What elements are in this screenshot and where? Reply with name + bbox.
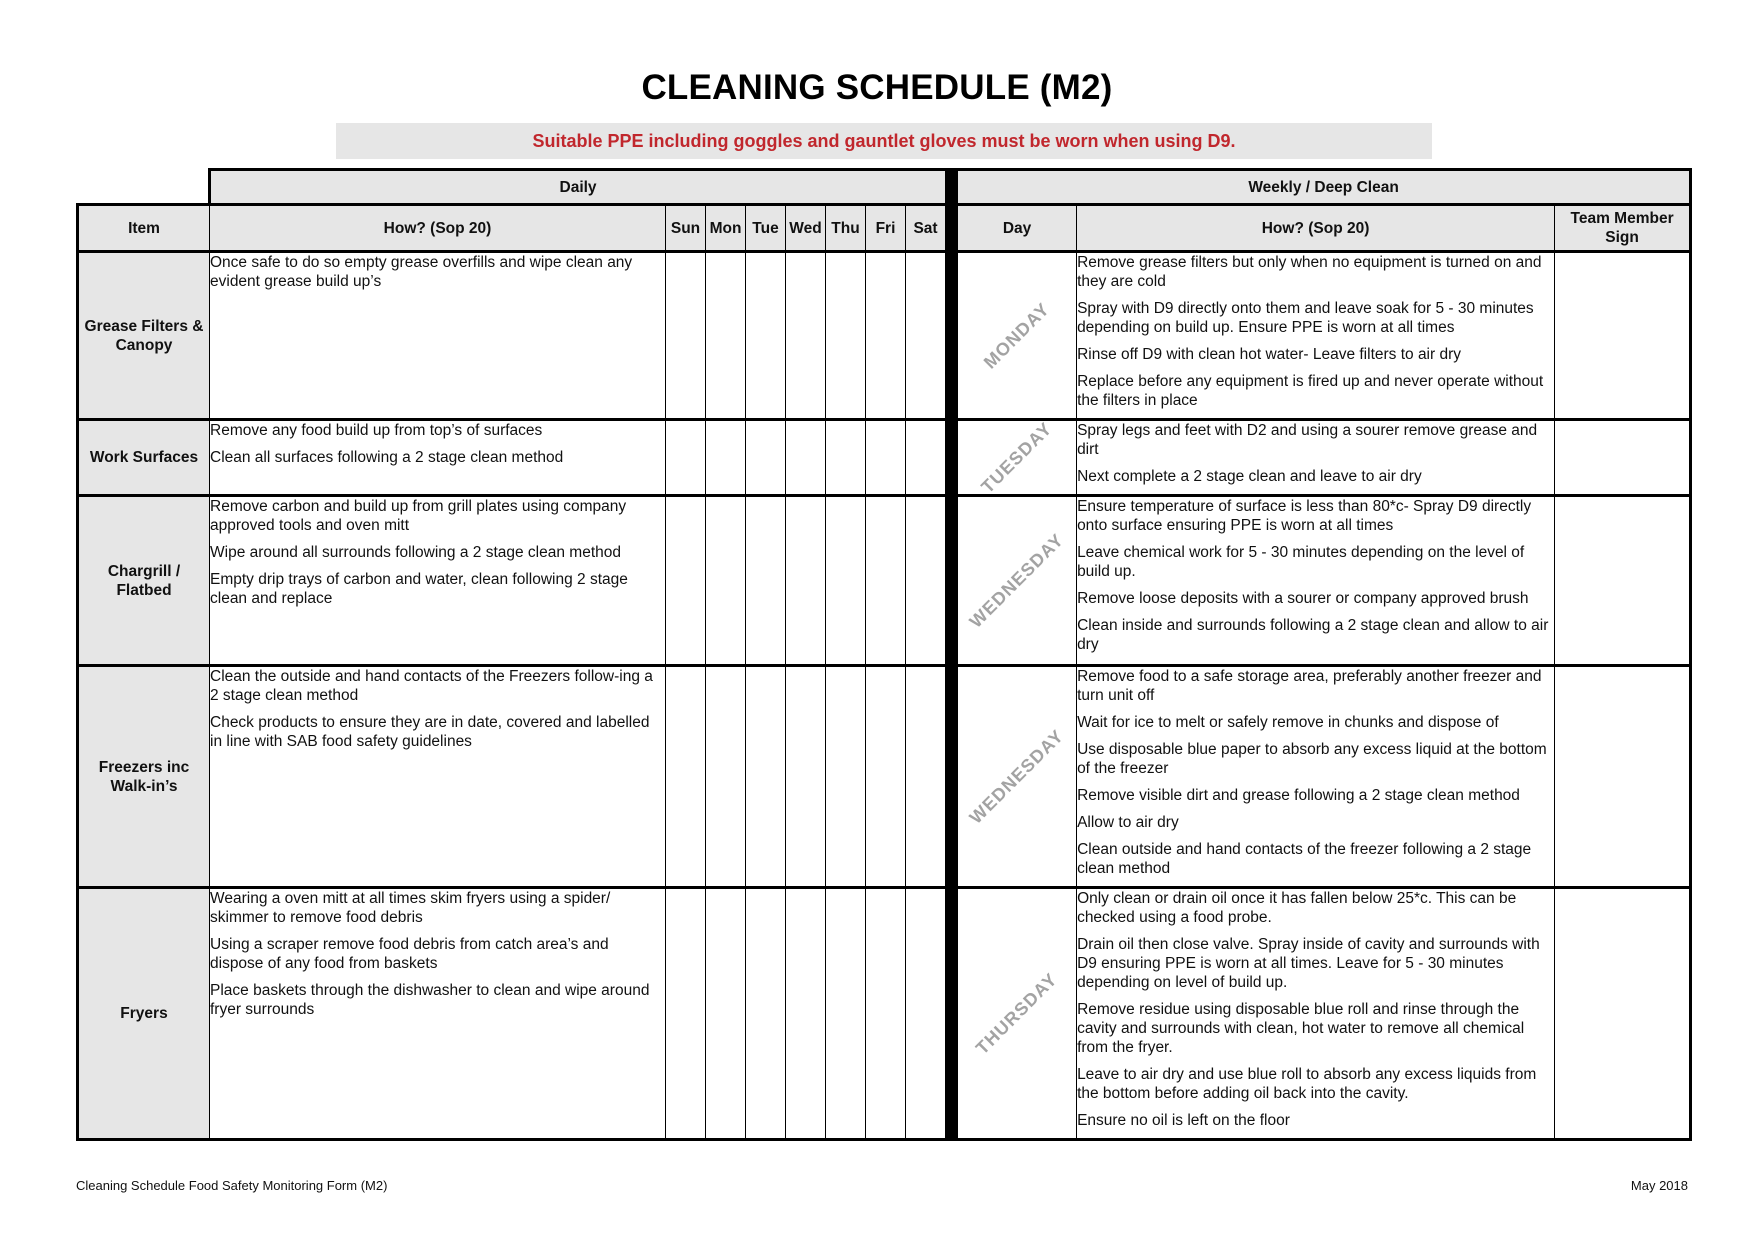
item-name: Grease Filters & Canopy [78,252,210,420]
day-column-header-sun: Sun [666,205,706,252]
daily-check-cell-mon[interactable] [706,496,746,666]
daily-check-cell-tue[interactable] [746,888,786,1140]
weekly-group-header: Weekly / Deep Clean [958,170,1691,205]
daily-check-cell-mon[interactable] [706,420,746,496]
weekly-instruction-step: Clean inside and surrounds following a 2 stage clean and allow to air dry [1077,617,1549,653]
daily-check-cell-sat[interactable] [906,420,946,496]
page-title: CLEANING SCHEDULE (M2) [641,68,1113,107]
column-separator [946,170,958,205]
team-member-sign-cell[interactable] [1555,252,1691,420]
weekly-instructions [1077,666,1555,888]
daily-check-cell-fri[interactable] [866,420,906,496]
weekly-day-label: WEDNESDAY [965,529,1068,632]
weekly-instruction-step: Rinse off D9 with clean hot water- Leave filters to air dry [1077,346,1462,363]
weekly-instructions [1077,888,1555,1140]
weekly-instruction-step: Drain oil then close valve. Spray inside of cavity and surrounds with D9 ensuring PPE is worn at all times. Leave for 5 - 30 minutes depending on level of build up. [1077,936,1540,991]
weekly-instruction-step: Wait for ice to melt or safely remove in chunks and dispose of [1077,714,1499,731]
weekly-instruction-step: Leave to air dry and use blue roll to absorb any excess liquids from the bottom before adding oil back into the cavity. [1077,1066,1537,1102]
day-column-header-thu: Thu [826,205,866,252]
schedule-row [78,420,1691,496]
weekly-instruction-step: Spray with D9 directly onto them and leave soak for 5 - 30 minutes depending on build up. Ensure PPE is worn at all times [1077,300,1534,336]
column-separator [946,420,958,496]
daily-check-cell-mon[interactable] [706,888,746,1140]
daily-check-cell-wed[interactable] [786,420,826,496]
weekly-instruction-step: Leave chemical work for 5 - 30 minutes depending on the level of build up. [1077,544,1525,580]
daily-check-cell-sat[interactable] [906,666,946,888]
weekly-day-label: MONDAY [979,298,1054,373]
day-column-header-tue: Tue [746,205,786,252]
weekly-instruction-step: Clean outside and hand contacts of the freezer following a 2 stage clean method [1077,841,1532,877]
team-member-sign-cell[interactable] [1555,496,1691,666]
daily-instruction-step: Empty drip trays of carbon and water, clean following 2 stage clean and replace [210,571,628,607]
daily-instruction-step: Wipe around all surrounds following a 2 stage clean method [210,544,621,561]
daily-check-cell-sat[interactable] [906,252,946,420]
weekly-instruction-step: Only clean or drain oil once it has fallen below 25*c. This can be checked using a food probe. [1077,890,1517,926]
daily-check-cell-wed[interactable] [786,496,826,666]
weekly-day-cell [958,252,1077,420]
schedule-row [78,496,1691,666]
weekly-instructions [1077,420,1555,496]
weekly-instruction-step: Remove visible dirt and grease following a 2 stage clean method [1077,787,1520,804]
weekly-instruction-step: Next complete a 2 stage clean and leave to air dry [1077,468,1422,485]
cleaning-schedule-table [76,168,1692,1141]
daily-check-cell-fri[interactable] [866,252,906,420]
daily-check-cell-mon[interactable] [706,666,746,888]
item-column-header: Item [78,205,210,252]
weekly-instruction-step: Remove food to a safe storage area, preferably another freezer and turn unit off [1077,668,1542,704]
team-member-sign-cell[interactable] [1555,420,1691,496]
daily-check-cell-thu[interactable] [826,888,866,1140]
weekly-instructions [1077,252,1555,420]
weekly-instruction-step: Remove residue using disposable blue roll and rinse through the cavity and surrounds with clean, hot water to remove all chemical from the fryer. [1077,1001,1525,1056]
weekly-day-cell [958,888,1077,1140]
column-separator [946,205,958,252]
blank-corner [78,170,210,205]
daily-instructions [210,888,666,1140]
weekly-instruction-step: Ensure temperature of surface is less than 80*c- Spray D9 directly onto surface ensuring PPE is worn at all times [1077,498,1532,534]
daily-instruction-step: Using a scraper remove food debris from catch area’s and dispose of any food from baskets [210,936,609,972]
daily-group-header: Daily [210,170,946,205]
weekly-instruction-step: Spray legs and feet with D2 and using a sourer remove grease and dirt [1077,422,1538,458]
daily-check-cell-sun[interactable] [666,420,706,496]
item-name: Chargrill / Flatbed [78,496,210,666]
daily-instructions [210,420,666,496]
daily-instructions [210,252,666,420]
column-separator [946,252,958,420]
daily-instruction-step: Place baskets through the dishwasher to clean and wipe around fryer surrounds [210,982,650,1018]
daily-instructions [210,496,666,666]
weekly-day-label: TUESDAY [977,417,1057,497]
schedule-row [78,666,1691,888]
weekly-day-cell [958,666,1077,888]
schedule-row [78,252,1691,420]
day-column-header-mon: Mon [706,205,746,252]
item-name: Freezers inc Walk-in’s [78,666,210,888]
daily-check-cell-wed[interactable] [786,252,826,420]
weekly-instruction-step: Remove loose deposits with a sourer or company approved brush [1077,590,1529,607]
daily-check-cell-mon[interactable] [706,252,746,420]
weekly-instruction-step: Ensure no oil is left on the floor [1077,1112,1290,1129]
daily-check-cell-thu[interactable] [826,420,866,496]
daily-instruction-step: Clean the outside and hand contacts of the Freezers follow-ing a 2 stage clean method [210,668,653,704]
day-column-header-fri: Fri [866,205,906,252]
daily-instruction-step: Wearing a oven mitt at all times skim fryers using a spider/ skimmer to remove food debris [210,890,611,926]
daily-check-cell-sun[interactable] [666,888,706,1140]
daily-check-cell-thu[interactable] [826,666,866,888]
daily-check-cell-fri[interactable] [866,666,906,888]
weekly-day-cell [958,496,1077,666]
weekly-day-column-header: Day [958,205,1077,252]
daily-check-cell-tue[interactable] [746,252,786,420]
weekly-day-label: THURSDAY [972,968,1062,1058]
footer-date: May 2018 [1630,1178,1688,1193]
team-member-sign-cell[interactable] [1555,888,1691,1140]
daily-check-cell-sat[interactable] [906,496,946,666]
weekly-instruction-step: Use disposable blue paper to absorb any excess liquid at the bottom of the freezer [1077,741,1547,777]
daily-check-cell-sun[interactable] [666,496,706,666]
daily-instruction-step: Once safe to do so empty grease overfills and wipe clean any evident grease build up’s [210,254,633,290]
weekly-day-label: WEDNESDAY [965,725,1068,828]
schedule-row [78,888,1691,1140]
footer-form-name: Cleaning Schedule Food Safety Monitoring Form (M2) [76,1178,388,1193]
weekly-instruction-step: Replace before any equipment is fired up and never operate without the filters in place [1077,373,1544,409]
daily-instruction-step: Remove carbon and build up from grill plates using company approved tools and oven mitt [210,498,627,534]
day-column-header-sat: Sat [906,205,946,252]
weekly-instructions [1077,496,1555,666]
column-separator [946,666,958,888]
daily-check-cell-sun[interactable] [666,666,706,888]
daily-check-cell-fri[interactable] [866,496,906,666]
day-column-header-wed: Wed [786,205,826,252]
item-name: Fryers [78,888,210,1140]
daily-how-column-header: How? (Sop 20) [210,205,666,252]
daily-check-cell-wed[interactable] [786,666,826,888]
team-member-sign-column-header: Team Member Sign [1555,205,1691,252]
daily-check-cell-thu[interactable] [826,496,866,666]
daily-check-cell-thu[interactable] [826,252,866,420]
weekly-instruction-step: Allow to air dry [1077,814,1179,831]
daily-check-cell-tue[interactable] [746,420,786,496]
daily-check-cell-fri[interactable] [866,888,906,1140]
daily-check-cell-sun[interactable] [666,252,706,420]
team-member-sign-cell[interactable] [1555,666,1691,888]
column-separator [946,496,958,666]
daily-check-cell-sat[interactable] [906,888,946,1140]
weekly-day-cell [958,417,1077,497]
daily-check-cell-tue[interactable] [746,496,786,666]
weekly-how-column-header: How? (Sop 20) [1077,205,1555,252]
daily-instruction-step: Remove any food build up from top’s of surfaces [210,422,543,439]
weekly-instruction-step: Remove grease filters but only when no equipment is turned on and they are cold [1077,254,1542,290]
daily-instruction-step: Clean all surfaces following a 2 stage clean method [210,449,564,466]
daily-instruction-step: Check products to ensure they are in date, covered and labelled in line with SAB food safety guidelines [210,714,650,750]
daily-check-cell-tue[interactable] [746,666,786,888]
item-name: Work Surfaces [78,420,210,496]
column-separator [946,888,958,1140]
ppe-warning-banner: Suitable PPE including goggles and gauntlet gloves must be worn when using D9. [336,123,1432,159]
daily-check-cell-wed[interactable] [786,888,826,1140]
daily-instructions [210,666,666,888]
